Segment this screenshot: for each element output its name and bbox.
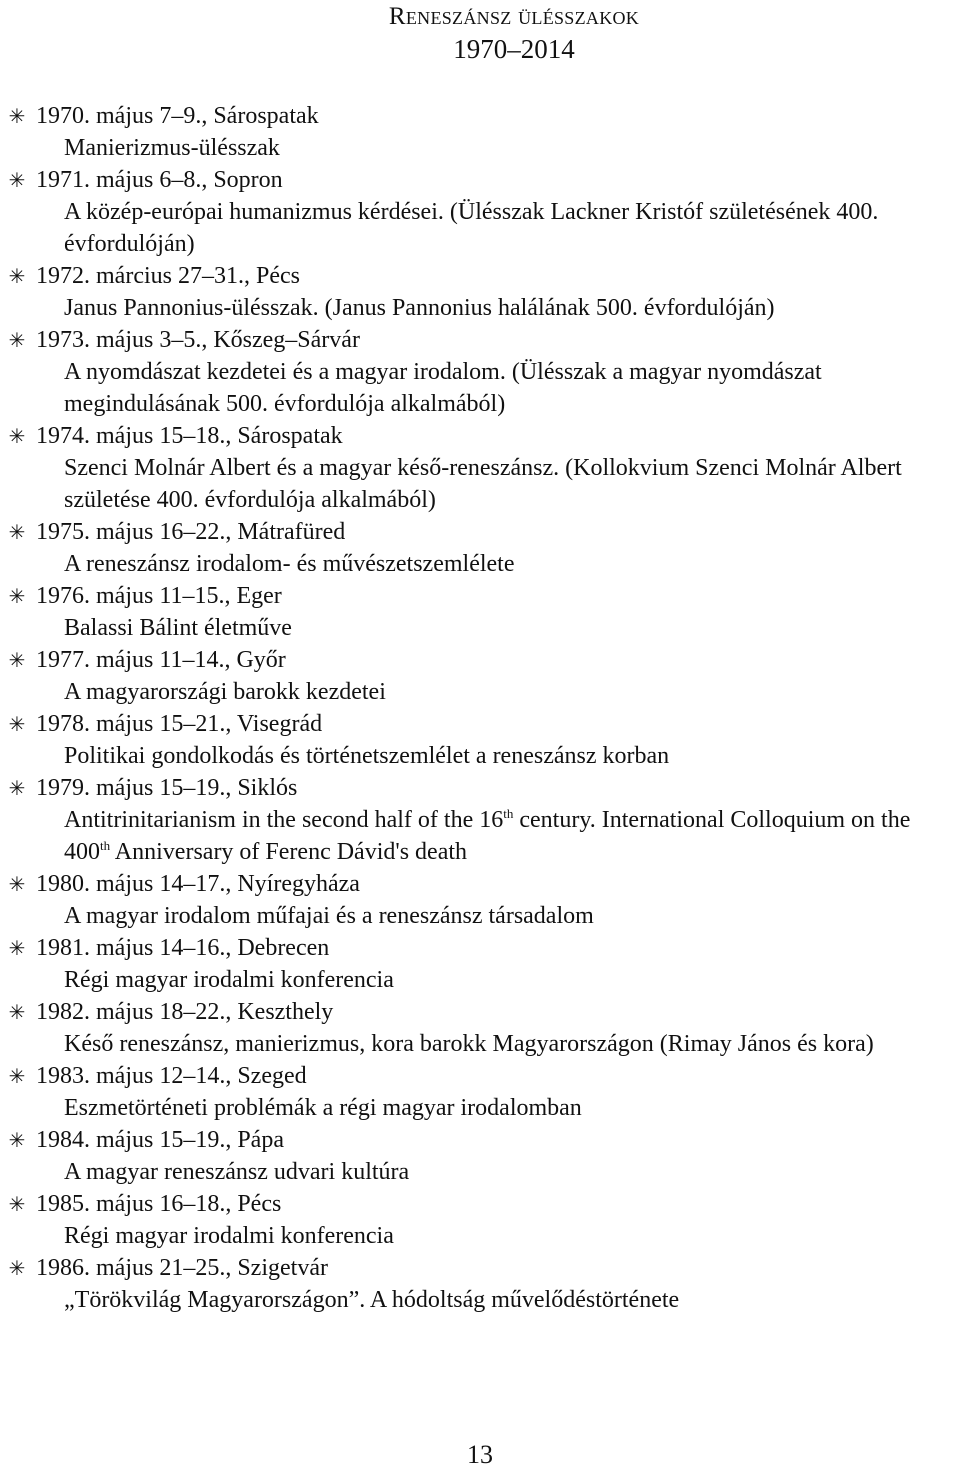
entry-date-place: 1986. május 21–25., Szigetvár — [36, 1255, 328, 1281]
entry-date-place: 1975. május 16–22., Mátrafüred — [36, 519, 346, 545]
conference-list — [0, 100, 960, 1316]
entry-date-place: 1973. május 3–5., Kőszeg–Sárvár — [36, 327, 360, 353]
list-item — [0, 100, 960, 164]
list-item — [0, 580, 960, 644]
list-item — [0, 644, 960, 708]
ordinal-superscript: th — [100, 838, 111, 853]
asterisk-bullet-icon: ✳ — [8, 872, 26, 896]
asterisk-bullet-icon: ✳ — [8, 936, 26, 960]
entry-date-place: 1978. május 15–21., Visegrád — [36, 711, 323, 737]
page-number: 13 — [467, 1440, 493, 1469]
list-item — [0, 516, 960, 580]
asterisk-bullet-icon: ✳ — [8, 776, 26, 800]
entry-title: Balassi Bálint életműve — [64, 615, 292, 641]
ordinal-superscript: th — [503, 806, 514, 821]
list-item — [0, 420, 960, 516]
entry-date-place: 1970. május 7–9., Sárospatak — [36, 103, 319, 129]
asterisk-bullet-icon: ✳ — [8, 104, 26, 128]
list-item — [0, 708, 960, 772]
entry-title: Késő reneszánsz, manierizmus, kora barokk Magyarországon (Rimay János és kora) — [64, 1031, 874, 1057]
list-item — [0, 164, 960, 260]
asterisk-bullet-icon: ✳ — [8, 1064, 26, 1088]
entry-date-place: 1972. március 27–31., Pécs — [36, 263, 300, 289]
asterisk-bullet-icon: ✳ — [8, 1256, 26, 1280]
list-item — [0, 324, 960, 420]
asterisk-bullet-icon: ✳ — [8, 1192, 26, 1216]
entry-title: „Törökvilág Magyarországon”. A hódoltság művelődéstörténete — [64, 1287, 680, 1313]
entry-date-place: 1977. május 11–14., Győr — [36, 647, 286, 673]
entry-date-place: 1982. május 18–22., Keszthely — [36, 999, 334, 1025]
entry-date-place: 1976. május 11–15., Eger — [36, 583, 282, 609]
asterisk-bullet-icon: ✳ — [8, 1128, 26, 1152]
list-item — [0, 996, 960, 1060]
asterisk-bullet-icon: ✳ — [8, 520, 26, 544]
entry-title: A magyarországi barokk kezdetei — [64, 679, 386, 705]
page-subtitle-years: 1970–2014 — [453, 34, 575, 64]
entry-title: Janus Pannonius-ülésszak. (Janus Pannonius halálának 500. évfordulóján) — [64, 295, 775, 321]
asterisk-bullet-icon: ✳ — [8, 168, 26, 192]
entry-date-place: 1981. május 14–16., Debrecen — [36, 935, 330, 961]
list-item — [0, 932, 960, 996]
list-item — [0, 1252, 960, 1316]
asterisk-bullet-icon: ✳ — [8, 424, 26, 448]
entry-title: A reneszánsz irodalom- és művészetszemlélete — [64, 551, 515, 577]
entry-date-place: 1979. május 15–19., Siklós — [36, 775, 298, 801]
list-item — [0, 1188, 960, 1252]
page-header — [0, 2, 960, 66]
entry-title: Eszmetörténeti problémák a régi magyar irodalomban — [64, 1095, 582, 1121]
entry-title — [0, 804, 960, 868]
entry-date-place: 1971. május 6–8., Sopron — [36, 167, 283, 193]
entry-title: Szenci Molnár Albert és a magyar késő-reneszánsz. (Kollokvium Szenci Molnár Albert születése 400. évfordulója alkalmából) — [64, 455, 902, 513]
asterisk-bullet-icon: ✳ — [8, 712, 26, 736]
entry-date-place: 1974. május 15–18., Sárospatak — [36, 423, 343, 449]
list-item — [0, 1060, 960, 1124]
entry-title-part: Antitrinitarianism in the second half of the 16 — [64, 807, 504, 833]
asterisk-bullet-icon: ✳ — [8, 328, 26, 352]
asterisk-bullet-icon: ✳ — [8, 584, 26, 608]
entry-date-place: 1985. május 16–18., Pécs — [36, 1191, 282, 1217]
list-item — [0, 772, 960, 868]
page-title: Reneszánsz ülésszakok — [388, 3, 640, 30]
asterisk-bullet-icon: ✳ — [8, 648, 26, 672]
entry-date-place: 1983. május 12–14., Szeged — [36, 1063, 307, 1089]
entry-date-place: 1984. május 15–19., Pápa — [36, 1127, 284, 1153]
entry-date-place: 1980. május 14–17., Nyíregyháza — [36, 871, 360, 897]
entry-title: Régi magyar irodalmi konferencia — [64, 967, 394, 993]
list-item — [0, 1124, 960, 1188]
entry-title: A nyomdászat kezdetei és a magyar irodalom. (Ülésszak a magyar nyomdászat megindulásának 500. évfordulója alkalmából) — [64, 359, 822, 417]
entry-title: A magyar reneszánsz udvari kultúra — [64, 1159, 410, 1185]
entry-title: Politikai gondolkodás és történetszemlélet a reneszánsz korban — [64, 743, 670, 769]
entry-title-part: century. International Colloquium on the 400 — [64, 807, 911, 865]
entry-title: Manierizmus-ülésszak — [64, 135, 280, 161]
list-item — [0, 868, 960, 932]
asterisk-bullet-icon: ✳ — [8, 264, 26, 288]
entry-title-part: Anniversary of Ferenc Dávid's death — [110, 839, 468, 865]
list-item — [0, 260, 960, 324]
entry-title: A közép-európai humanizmus kérdései. (Ülésszak Lackner Kristóf születésének 400. évfordulóján) — [64, 199, 879, 257]
entry-title: Régi magyar irodalmi konferencia — [64, 1223, 394, 1249]
asterisk-bullet-icon: ✳ — [8, 1000, 26, 1024]
entry-title: A magyar irodalom műfajai és a reneszánsz társadalom — [64, 903, 594, 929]
